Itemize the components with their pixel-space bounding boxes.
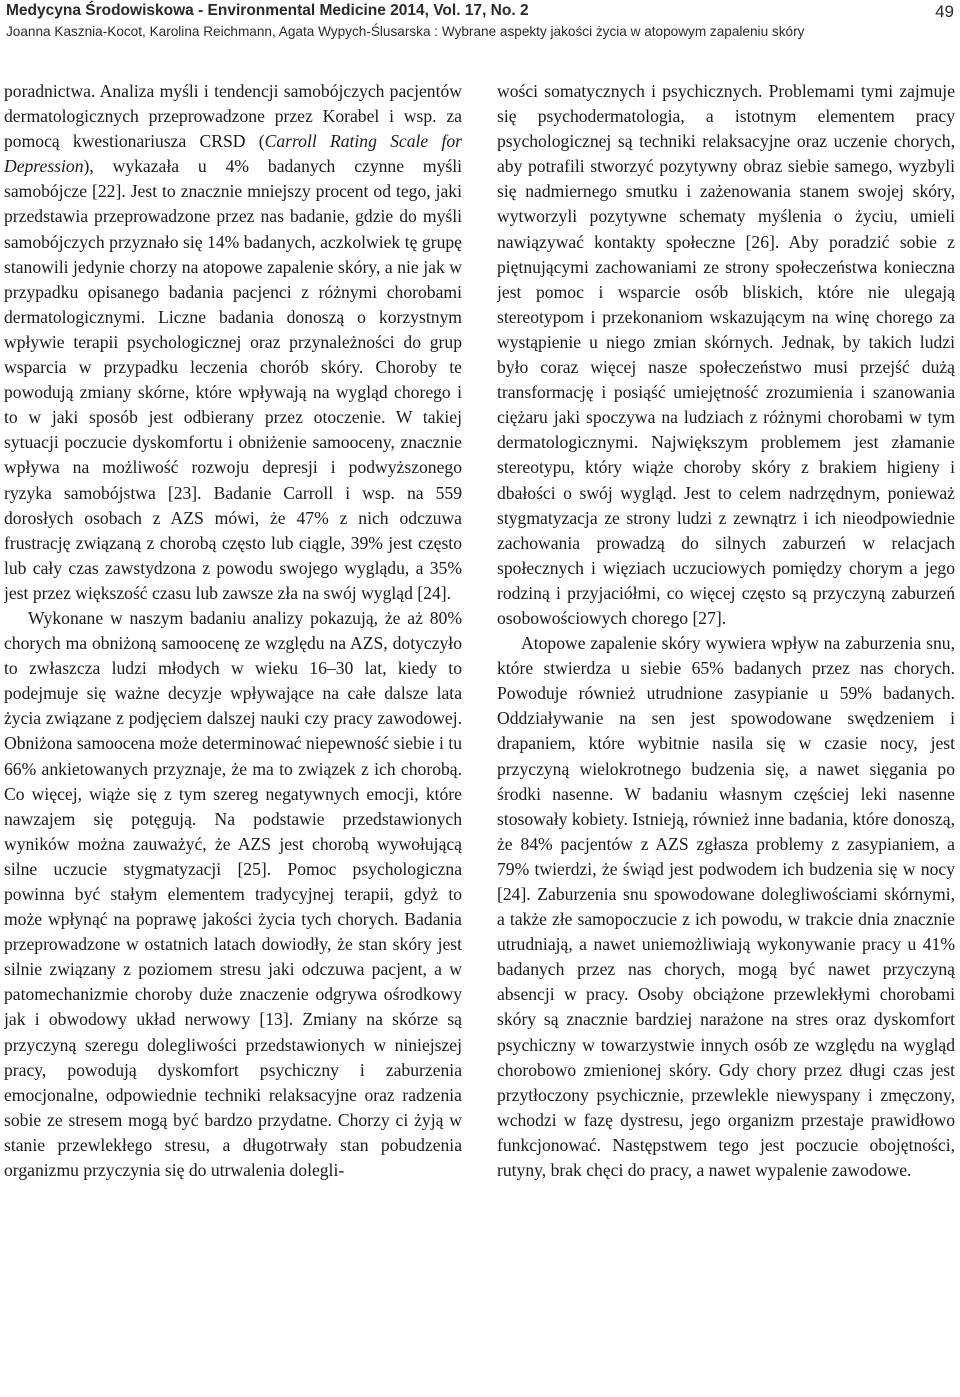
running-header bbox=[0, 0, 960, 54]
article-authors-title: Joanna Kasznia-Kocot, Karolina Reichmann, Agata Wypych-Ślusarska : Wybrane aspekty jakości życia w atopowym zapaleniu skóry bbox=[6, 24, 805, 39]
right-column bbox=[497, 79, 955, 1395]
page-number: 49 bbox=[935, 2, 954, 21]
paragraph-text: ), wykazała u 4% badanych czynne myśli samobójcze [22]. Jest to znacznie mniejszy procent od tego, jaki przedstawia przeprowadzone przez nas badanie, gdzie do myśli samobójczych przyznało się 14% badanych, aczkolwiek tę grupę stanowili jedynie chorzy na atopowe zapalenie skóry, a nie jak w przypadku opisanego badania pacjenci z różnymi chorobami dermatologicznymi. Liczne badania donoszą o korzystnym wpływie terapii psychologicznej oraz przynależności do grup wsparcia w przypadku leczenia chorób skóry. Choroby te powodują zmiany skórne, które wpływają na wygląd chorego i to w jaki sposób jest odbierany przez otoczenie. W takiej sytuacji poczucie dyskomfortu i obniżenie samooceny, znacznie wpływa na możliwość rozwoju depresji i podwyższonego ryzyka samobójstwa [23]. Badanie Carroll i wsp. na 559 dorosłych osobach z AZS mówi, że 47% z nich odczuwa frustrację związaną z chorobą często lub ciągle, 39% jest często lub cały czas zawstydzona z powodu swojego wyglądu, a 35% jest przez większość czasu lub zawsze zła na swój wygląd [24]. bbox=[4, 156, 462, 603]
left-column bbox=[4, 79, 462, 1395]
paragraph: wości somatycznych i psychicznych. Problemami tymi zajmuje się psychodermatologia, a istotnym elementem pracy psychologicznej są techniki relaksacyjne oraz uczenie chorych, aby potrafili stworzyć pozytywny obraz siebie samego, wyzbyli się nadmiernego smutku i zażenowania stanem swojej skóry, wytworzyli pozytywne schematy myślenia o życiu, umieli nawiązywać kontakty społeczne [26]. Aby poradzić sobie z piętnującymi zachowaniami ze strony społeczeństwa konieczna jest pomoc i wsparcie osób bliskich, które nie ulegają stereotypom i przekonaniom wskazującym na winę chorego za wystąpienie u niego zmian skórnych. Jednak, by takich ludzi było coraz więcej nasze społeczeństwo musi przejść dużą transformację i posiąść umiejętność zrozumienia i szanowania ciężaru jaki spoczywa na ludziach z różnymi chorobami w tym dermatologicznymi. Największym problemem jest złamanie stereotypu, który wiąże choroby skóry z brakiem higieny i dbałości o swój wygląd. Jest to celem nadrzędnym, ponieważ stygmatyzacja ze strony ludzi z zewnątrz i ich nieodpowiednie zachowania prowadzą do silnych zaburzeń w relacjach społecznych i więziach uczuciowych pomiędzy chorym a jego rodziną i przyjaciółmi, co więcej często są przyczyną zaburzeń osobowościowych chorego [27]. bbox=[497, 81, 955, 628]
italic-scale-name: Carroll Rating Scale for Depression bbox=[4, 131, 462, 177]
paragraph: Wykonane w naszym badaniu analizy pokazują, że aż 80% chorych ma obniżoną samoocenę ze względu na AZS, dotyczyło to zwłaszcza ludzi młodych w wieku 16–30 lat, kiedy to podejmuje się ważne decyzje wpływające na całe dalsze lata życia związane z podjęciem dalszej nauki czy pracy zawodowej. Obniżona samoocena może determinować niepewność siebie i tu 66% ankietowanych przyznaje, że ma to związek z ich chorobą. Co więcej, wiąże się z tym szereg negatywnych emocji, które nawzajem się potęgują. Na podstawie przedstawionych wyników można zauważyć, że AZS jest chorobą wywołującą silne uczucie stygmatyzacji [25]. Pomoc psychologiczna powinna być stałym elementem tradycyjnej terapii, gdyż to może wpłynąć na poprawę jakości życia tych chorych. Badania przeprowadzone w ostatnich latach dowiodły, że stan skóry jest silnie związany z poziomem stresu jaki odczuwa pacjent, a w patomechanizmie choroby duże znaczenie odgrywa ośrodkowy jak i obwodowy układ nerwowy [13]. Zmiany na skórze są przyczyną szeregu dolegliwości przedstawionych w niniejszej pracy, powodują dyskomfort psychiczny i zaburzenia emocjonalne, odpowiednie techniki relaksacyjne oraz radzenia sobie ze stresem mogą być bardzo przydatne. Chorzy ci żyją w stanie przewlekłego stresu, a długotrwały stan pobudzenia organizmu przyczynia się do utrwalenia dolegli- bbox=[4, 607, 462, 1181]
journal-title: Medycyna Środowiskowa - Environmental Medicine 2014, Vol. 17, No. 2 bbox=[6, 2, 529, 19]
paragraph: Atopowe zapalenie skóry wywiera wpływ na zaburzenia snu, które stwierdza u siebie 65% badanych przez nas chorych. Powoduje również utrudnione zasypianie u 59% badanych. Oddziaływanie na sen jest spowodowane swędzeniem i drapaniem, które wybitnie nasila się w czasie nocy, jest przyczyną wielokrotnego budzenia się, a nawet sięgania po środki nasenne. W badaniu własnym częściej leki nasenne stosowały kobiety. Istnieją, również inne badania, które donoszą, że 84% pacjentów z AZS zgłasza problemy z zasypianiem, a 79% twierdzi, że świąd jest podwodem ich budzenia się w nocy [24]. Zaburzenia snu spowodowane dolegliwościami skórnymi, a także złe samopoczucie z ich powodu, w trakcie dnia znacznie utrudniają, a nawet uniemożliwiają wykonywanie pracy u 41% badanych przez nas chorych, mogą być nawet przyczyną absencji w pracy. Osoby obciążone przewlekłymi chorobami skóry są znacznie bardziej narażone na stres oraz dyskomfort psychiczny w towarzystwie innych osób ze względu na wygląd chorobowo zmienionej skóry. Gdy chory przez długi czas jest przytłoczony psychicznie, przewlekle niewyspany i zmęczony, wchodzi w fazę dystresu, jego organizm przestaje prawidłowo funkcjonować. Następstwem tego jest poczucie obojętności, rutyny, brak chęci do pracy, a nawet wypalenie zawodowe. bbox=[497, 633, 955, 1181]
paragraph-text: poradnictwa. Analiza myśli i tendencji samobójczych pacjentów dermatologicznych przeprowadzone przez Korabel i wsp. za pomocą kwestionariusza CRSD ( bbox=[4, 81, 462, 152]
paragraph bbox=[4, 79, 462, 606]
